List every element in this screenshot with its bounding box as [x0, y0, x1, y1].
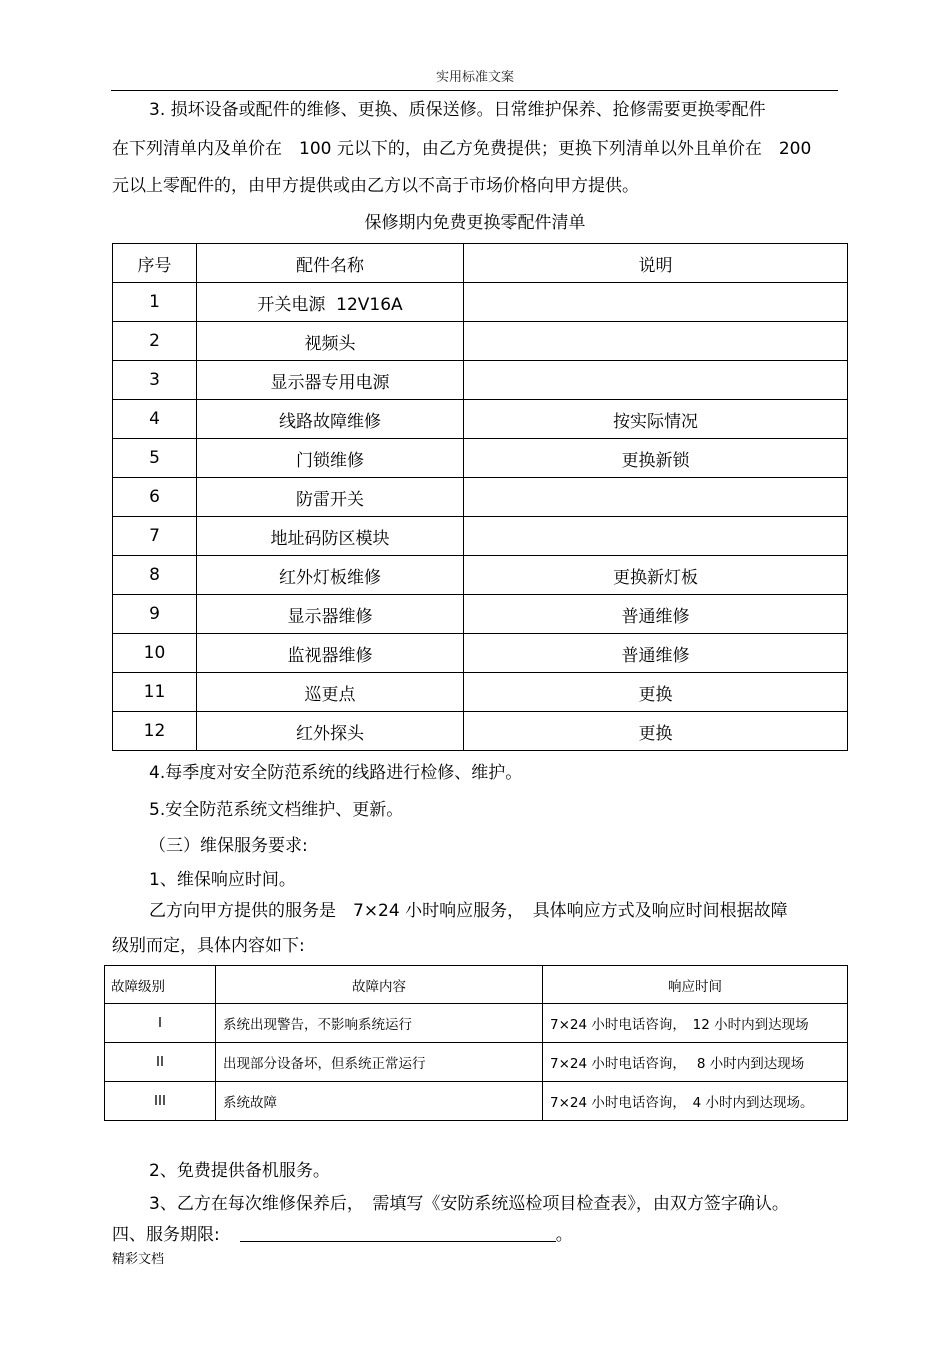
section-3-item-3: 3、乙方在每次维修保养后， 需填写《安防系统巡检项目检查表》，由双方签字确认。 — [149, 1194, 789, 1214]
table-row — [113, 712, 848, 751]
table-row — [105, 1043, 848, 1082]
table-row — [113, 322, 848, 361]
header-cell-description: 说明 — [464, 244, 848, 283]
cell-response-time: 7×24 小时电话咨询， 8 小时内到达现场 — [543, 1043, 848, 1082]
header-cell-index: 序号 — [113, 244, 197, 283]
cell-index: 2 — [113, 322, 197, 361]
header-cell-response-time: 响应时间 — [543, 966, 848, 1004]
section-3-item-1: 1、维保响应时间。 — [149, 870, 296, 890]
service-period-blank — [240, 1225, 556, 1242]
cell-part-name: 红外灯板维修 — [197, 556, 464, 595]
cell-description: 更换新灯板 — [464, 556, 848, 595]
table-row — [105, 1082, 848, 1121]
page-footer: 精彩文档 — [112, 1252, 165, 1267]
cell-fault-level: I — [105, 1004, 216, 1043]
cell-part-name: 显示器维修 — [197, 595, 464, 634]
cell-fault-content: 出现部分设备坏，但系统正常运行 — [216, 1043, 543, 1082]
parts-table-caption: 保修期内免费更换零配件清单 — [364, 213, 586, 233]
table-row — [113, 439, 848, 478]
cell-description: 普通维修 — [464, 595, 848, 634]
cell-part-name: 巡更点 — [197, 673, 464, 712]
cell-fault-content: 系统故障 — [216, 1082, 543, 1121]
cell-index: 6 — [113, 478, 197, 517]
cell-part-name: 红外探头 — [197, 712, 464, 751]
cell-description — [464, 322, 848, 361]
fault-table-header-row — [105, 966, 848, 1004]
parts-table-header-row — [113, 244, 848, 283]
table-row — [113, 673, 848, 712]
table-row — [113, 283, 848, 322]
paragraph-5: 5.安全防范系统文档维护、更新。 — [149, 800, 404, 820]
header-cell-part-name: 配件名称 — [197, 244, 464, 283]
cell-description — [464, 283, 848, 322]
cell-index: 7 — [113, 517, 197, 556]
cell-index: 3 — [113, 361, 197, 400]
section-3-title: （三）维保服务要求: — [149, 836, 308, 856]
cell-part-name: 监视器维修 — [197, 634, 464, 673]
cell-response-time: 7×24 小时电话咨询， 12 小时内到达现场 — [543, 1004, 848, 1043]
service-period-label: 四、服务期限: — [112, 1225, 220, 1245]
cell-index: 8 — [113, 556, 197, 595]
paragraph-3-line-3: 元以上零配件的，由甲方提供或由乙方以不高于市场价格向甲方提供。 — [112, 176, 639, 196]
service-period-end: 。 — [555, 1225, 573, 1245]
table-row — [113, 361, 848, 400]
header-cell-fault-content: 故障内容 — [216, 966, 543, 1004]
cell-index: 4 — [113, 400, 197, 439]
cell-part-name: 视频头 — [197, 322, 464, 361]
parts-table — [112, 243, 848, 751]
paragraph-4: 4.每季度对安全防范系统的线路进行检修、维护。 — [149, 763, 523, 783]
cell-index: 12 — [113, 712, 197, 751]
section-3-item-1-line-1: 乙方向甲方提供的服务是 7×24 小时响应服务， 具体响应方式及响应时间根据故障 — [149, 901, 788, 921]
table-row — [113, 556, 848, 595]
cell-fault-content: 系统出现警告，不影响系统运行 — [216, 1004, 543, 1043]
cell-part-name: 地址码防区模块 — [197, 517, 464, 556]
header-cell-fault-level: 故障级别 — [105, 966, 216, 1004]
cell-response-time: 7×24 小时电话咨询， 4 小时内到达现场。 — [543, 1082, 848, 1121]
cell-index: 1 — [113, 283, 197, 322]
page-header: 实用标准文案 — [435, 70, 514, 85]
table-row — [113, 400, 848, 439]
cell-description: 更换 — [464, 712, 848, 751]
table-row — [113, 634, 848, 673]
cell-description: 更换 — [464, 673, 848, 712]
cell-part-name: 线路故障维修 — [197, 400, 464, 439]
cell-index: 5 — [113, 439, 197, 478]
cell-description — [464, 478, 848, 517]
cell-description: 普通维修 — [464, 634, 848, 673]
cell-part-name: 门锁维修 — [197, 439, 464, 478]
cell-part-name: 开关电源 12V16A — [197, 283, 464, 322]
table-row — [113, 478, 848, 517]
section-3-item-1-line-2: 级别而定，具体内容如下: — [112, 936, 305, 956]
section-4-service-period — [112, 1224, 573, 1246]
fault-response-table — [104, 965, 848, 1121]
cell-description: 按实际情况 — [464, 400, 848, 439]
table-row — [105, 1004, 848, 1043]
cell-index: 11 — [113, 673, 197, 712]
section-3-item-2: 2、免费提供备机服务。 — [149, 1161, 330, 1181]
cell-index: 9 — [113, 595, 197, 634]
table-row — [113, 595, 848, 634]
cell-fault-level: III — [105, 1082, 216, 1121]
cell-fault-level: II — [105, 1043, 216, 1082]
cell-part-name: 显示器专用电源 — [197, 361, 464, 400]
cell-index: 10 — [113, 634, 197, 673]
paragraph-3-line-1: 3. 损坏设备或配件的维修、更换、质保送修。日常维护保养、抢修需要更换零配件 — [149, 100, 766, 120]
cell-description — [464, 517, 848, 556]
cell-part-name: 防雷开关 — [197, 478, 464, 517]
cell-description: 更换新锁 — [464, 439, 848, 478]
header-divider — [111, 90, 838, 91]
cell-description — [464, 361, 848, 400]
paragraph-3-line-2: 在下列清单内及单价在 100 元以下的，由乙方免费提供；更换下列清单以外且单价在 200 — [112, 139, 812, 159]
table-row — [113, 517, 848, 556]
